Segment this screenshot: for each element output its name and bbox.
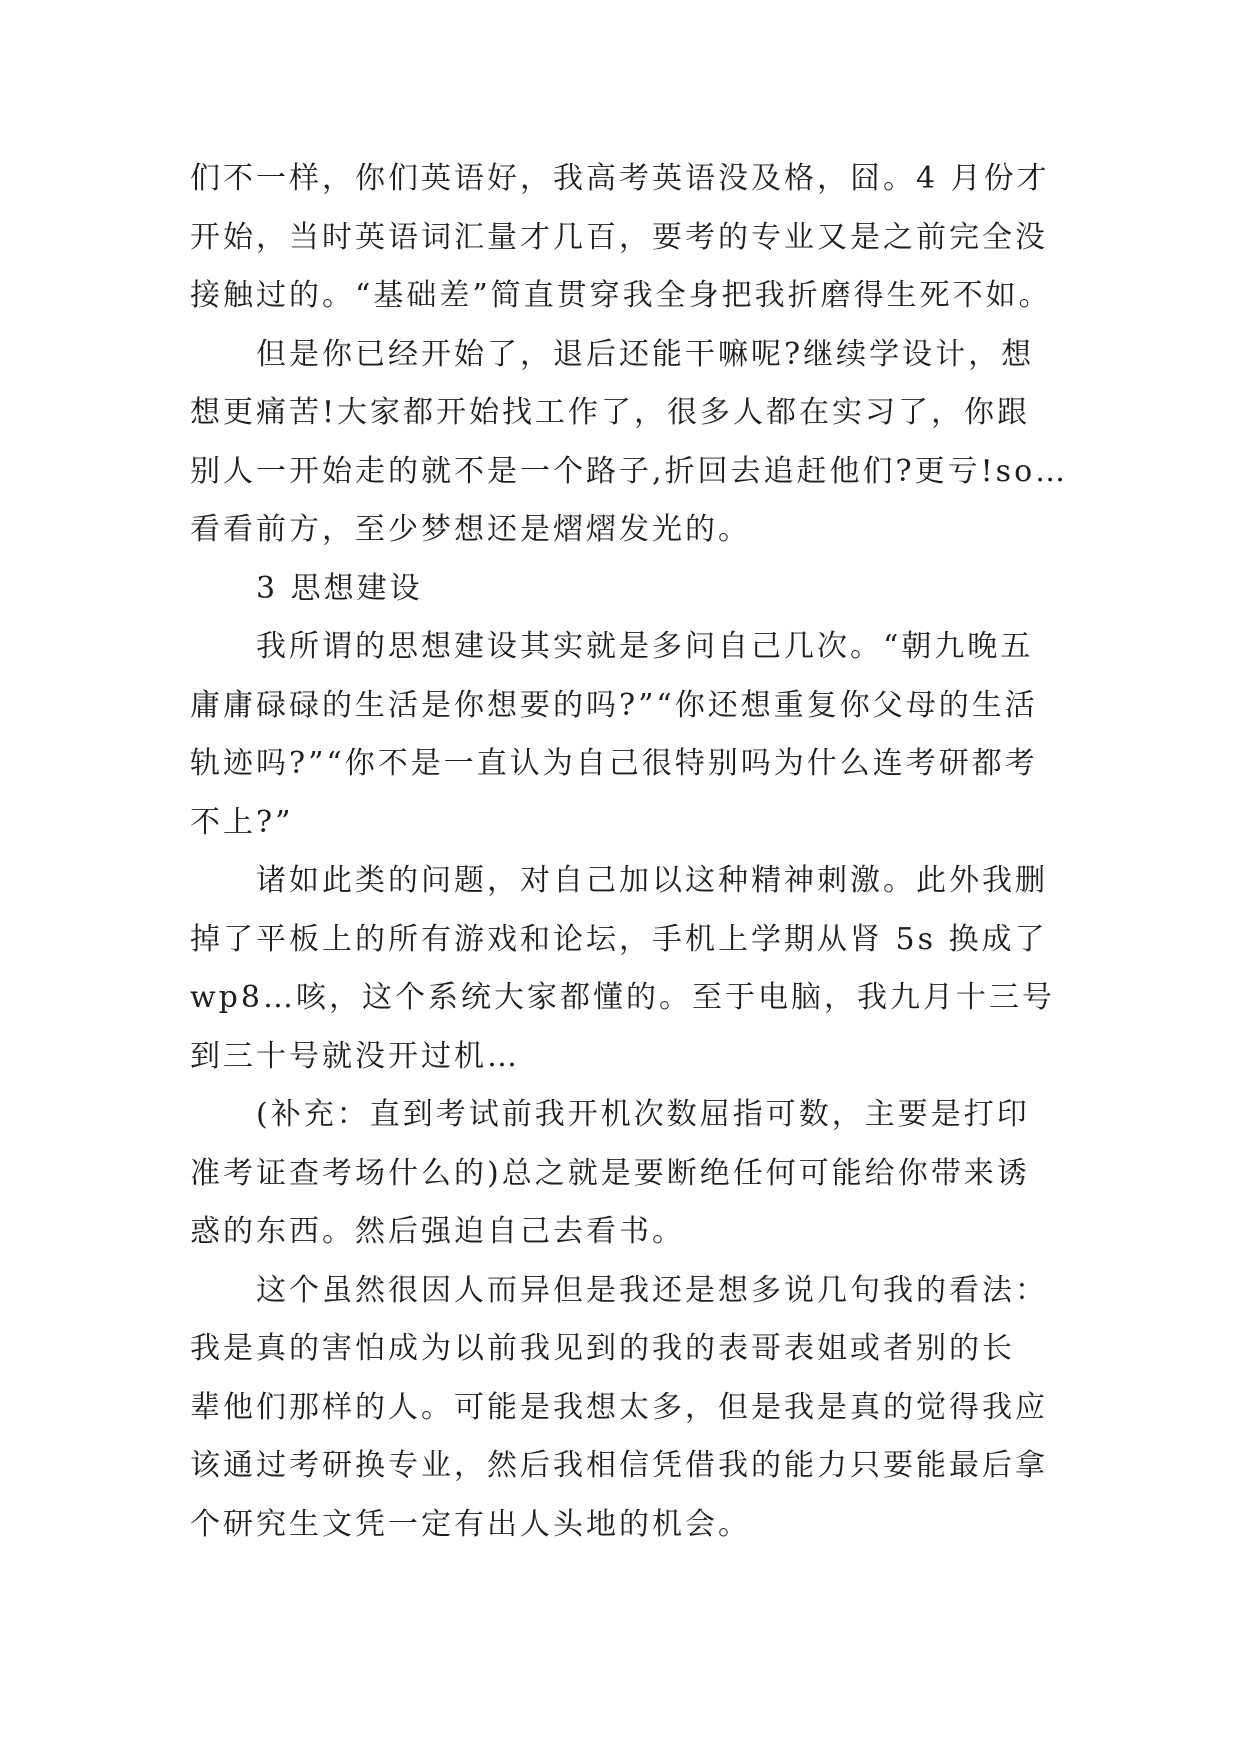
text-line: 准考证查考场什么的)总之就是要断绝任何可能给你带来诱 — [190, 1155, 1030, 1191]
text-line: 辈他们那样的人。可能是我想太多，但是我是真的觉得我应 — [190, 1389, 1048, 1425]
text-line: 不上?” — [190, 804, 294, 840]
text-line: 开始，当时英语词汇量才几百，要考的专业又是之前完全没 — [190, 219, 1048, 255]
paragraph — [190, 150, 1090, 326]
text-line: 该通过考研换专业，然后我相信凭借我的能力只要能最后拿 — [190, 1448, 1048, 1483]
paragraph — [190, 1086, 1090, 1262]
text-line: 轨迹吗?”“你不是一直认为自己很特别吗为什么连考研都考 — [190, 746, 1038, 781]
text-line: 惑的东西。然后强迫自己去看书。 — [190, 1214, 685, 1249]
text-line: 3 思想建设 — [256, 570, 423, 606]
text-line: 这个虽然很因人而异但是我还是想多说几句我的看法： — [256, 1272, 1048, 1308]
paragraph — [190, 326, 1090, 560]
text-line: 个研究生文凭一定有出人头地的机会。 — [190, 1506, 751, 1542]
text-line: 别人一开始走的就不是一个路子,折回去追赶他们?更亏!so… — [190, 453, 1069, 489]
text-line: 想更痛苦!大家都开始找工作了，很多人都在实习了，你跟 — [190, 395, 1031, 430]
text-line: (补充：直到考试前我开机次数屈指可数，主要是打印 — [256, 1097, 1030, 1132]
text-line: 掉了平板上的所有游戏和论坛，手机上学期从肾 5s 换成了 — [190, 921, 1048, 957]
text-line: 们不一样，你们英语好，我高考英语没及格，囧。4 月份才 — [190, 161, 1050, 196]
text-line: wp8…咳，这个系统大家都懂的。至于电脑，我九月十三号 — [190, 980, 1055, 1015]
document-body — [190, 150, 1090, 1554]
paragraph — [190, 852, 1090, 1086]
text-line: 看看前方，至少梦想还是熠熠发光的。 — [190, 512, 751, 547]
paragraph — [190, 560, 1090, 619]
text-line: 到三十号就没开过机… — [190, 1038, 520, 1074]
text-line: 接触过的。“基础差”简直贯穿我全身把我折磨得生死不如。 — [190, 278, 1052, 313]
paragraph — [190, 618, 1090, 852]
text-line: 诸如此类的问题，对自己加以这种精神刺激。此外我删 — [256, 863, 1048, 898]
text-line: 我所谓的思想建设其实就是多问自己几次。“朝九晚五 — [256, 629, 1034, 664]
text-line: 我是真的害怕成为以前我见到的我的表哥表姐或者别的长 — [190, 1331, 1015, 1366]
text-line: 庸庸碌碌的生活是你想要的吗?”“你还想重复你父母的生活 — [190, 687, 1038, 723]
paragraph — [190, 1262, 1090, 1555]
text-line: 但是你已经开始了，退后还能干嘛呢?继续学设计，想 — [256, 336, 1035, 372]
